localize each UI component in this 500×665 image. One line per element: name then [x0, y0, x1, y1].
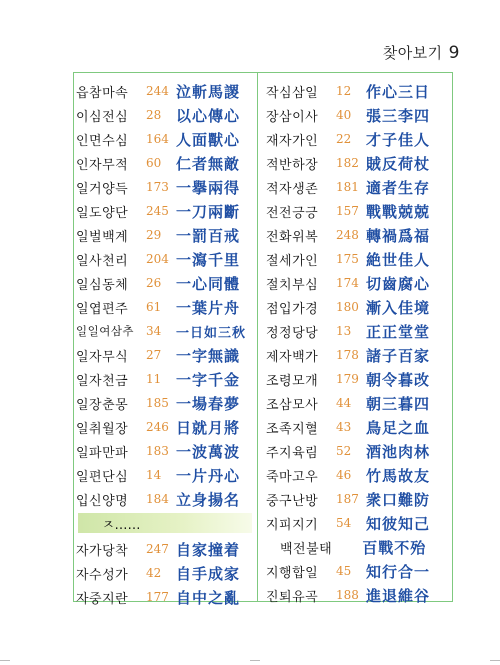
- entry-hanja: 以心傳心: [176, 106, 241, 125]
- index-entry: [76, 439, 254, 463]
- entry-page-number: 26: [146, 276, 162, 290]
- index-entry: [266, 199, 452, 223]
- index-entry: [266, 415, 452, 439]
- entry-page-number: 28: [146, 108, 162, 122]
- entry-korean: 일사천리: [76, 253, 129, 269]
- index-entry: [76, 199, 254, 223]
- index-entry: [266, 511, 452, 535]
- entry-page-number: 44: [336, 396, 352, 410]
- entry-page-number: 14: [146, 468, 162, 482]
- column-divider: [257, 73, 258, 601]
- entry-page-number: 43: [336, 420, 352, 434]
- entry-hanja: 朝令暮改: [366, 370, 431, 389]
- index-entry: [266, 295, 452, 319]
- index-entry: [266, 175, 452, 199]
- entry-hanja: 切齒腐心: [366, 274, 431, 293]
- entry-korean: 입신양명: [76, 493, 129, 509]
- index-entry: [266, 439, 452, 463]
- entry-korean: 일자천금: [76, 373, 129, 389]
- index-entry: [76, 561, 254, 585]
- entry-page-number: 246: [146, 420, 169, 434]
- entry-korean: 일취월장: [76, 421, 129, 437]
- entry-korean: 진퇴유곡: [266, 589, 319, 605]
- entry-page-number: 45: [336, 564, 352, 578]
- entry-korean: 절세가인: [266, 253, 319, 269]
- entry-hanja: 竹馬故友: [366, 466, 431, 485]
- entry-hanja: 才子佳人: [366, 130, 431, 149]
- index-entry: [266, 319, 452, 343]
- index-entry: [76, 391, 254, 415]
- entry-korean: 조족지혈: [266, 421, 319, 437]
- index-entry: [266, 367, 452, 391]
- entry-hanja: 一瀉千里: [176, 250, 241, 269]
- entry-page-number: 22: [336, 132, 352, 146]
- entry-page-number: 185: [146, 396, 169, 410]
- entry-korean: 일엽편주: [76, 301, 129, 317]
- entry-korean: 일파만파: [76, 445, 129, 461]
- entry-korean: 일장춘몽: [76, 397, 129, 413]
- entry-page-number: 12: [336, 84, 352, 98]
- entry-hanja: 自手成家: [176, 564, 241, 583]
- entry-korean: 읍참마속: [76, 85, 129, 101]
- entry-hanja: 一擧兩得: [176, 178, 241, 197]
- entry-korean: 일일여삼추: [76, 324, 135, 338]
- entry-hanja: 一心同體: [176, 274, 241, 293]
- entry-hanja: 一場春夢: [176, 394, 241, 413]
- entry-hanja: 一波萬波: [176, 442, 241, 461]
- entry-hanja: 立身揚名: [176, 490, 241, 509]
- right-column: [266, 79, 452, 607]
- entry-korean: 제자백가: [266, 349, 319, 365]
- entry-korean: 일편단심: [76, 469, 129, 485]
- entry-korean: 인자무적: [76, 157, 129, 173]
- entry-korean: 지행합일: [266, 565, 319, 581]
- entry-korean: 자가당착: [76, 543, 129, 559]
- crop-mark: [250, 660, 260, 661]
- entry-hanja: 知彼知己: [366, 514, 431, 533]
- entry-korean: 적반하장: [266, 157, 319, 173]
- entry-page-number: 178: [336, 348, 359, 362]
- entry-hanja: 自中之亂: [176, 588, 241, 607]
- entry-hanja: 戰戰兢兢: [366, 202, 431, 221]
- entry-korean: 장삼이사: [266, 109, 319, 125]
- index-entry: [76, 343, 254, 367]
- index-entry: [76, 247, 254, 271]
- entry-page-number: 244: [146, 84, 169, 98]
- entry-korean: 주지육림: [266, 445, 319, 461]
- entry-page-number: 40: [336, 108, 352, 122]
- index-entry: [76, 487, 254, 511]
- index-entry: [266, 247, 452, 271]
- index-entry: [76, 127, 254, 151]
- entry-hanja: 泣斬馬謖: [176, 82, 241, 101]
- entry-hanja: 一字千金: [176, 370, 241, 389]
- index-entry: [76, 367, 254, 391]
- entry-korean: 적자생존: [266, 181, 319, 197]
- entry-hanja: 賊反荷杖: [366, 154, 431, 173]
- entry-page-number: 184: [146, 492, 169, 506]
- entry-korean: 일심동체: [76, 277, 129, 293]
- entry-korean: 조삼모사: [266, 397, 319, 413]
- entry-hanja: 酒池肉林: [366, 442, 431, 461]
- entry-hanja: 漸入佳境: [366, 298, 431, 317]
- entry-korean: 인면수심: [76, 133, 129, 149]
- section-letter: ㅈ……: [102, 517, 141, 533]
- entry-page-number: 179: [336, 372, 359, 386]
- idiom-index-box: [73, 72, 453, 607]
- entry-hanja: 人面獸心: [176, 130, 241, 149]
- index-entry: [76, 151, 254, 175]
- entry-hanja: 仁者無敵: [176, 154, 241, 173]
- entry-page-number: 245: [146, 204, 169, 218]
- entry-page-number: 164: [146, 132, 169, 146]
- page-number: 9: [448, 43, 460, 63]
- entry-hanja: 朝三暮四: [366, 394, 431, 413]
- entry-page-number: 174: [336, 276, 359, 290]
- index-entry: [266, 223, 452, 247]
- entry-hanja: 進退維谷: [366, 586, 431, 605]
- index-entry: [76, 79, 254, 103]
- entry-page-number: 60: [146, 156, 162, 170]
- entry-korean: 절치부심: [266, 277, 319, 293]
- index-entry: [76, 537, 254, 561]
- index-entry: [76, 585, 254, 609]
- page-title: 찾아보기: [382, 44, 443, 62]
- entry-page-number: 27: [146, 348, 162, 362]
- entry-korean: 일자무식: [76, 349, 129, 365]
- entry-hanja: 正正堂堂: [366, 322, 431, 341]
- index-entry: [76, 463, 254, 487]
- entry-page-number: 52: [336, 444, 352, 458]
- entry-hanja: 自家撞着: [176, 540, 241, 559]
- entry-hanja: 衆口難防: [366, 490, 431, 509]
- entry-page-number: 180: [336, 300, 359, 314]
- entry-korean: 조령모개: [266, 373, 319, 389]
- index-entry: [266, 103, 452, 127]
- entry-korean: 재자가인: [266, 133, 319, 149]
- index-entry: [266, 151, 452, 175]
- entry-page-number: 157: [336, 204, 359, 218]
- entry-hanja: 一片丹心: [176, 466, 241, 485]
- entry-hanja: 一字無識: [176, 346, 241, 365]
- left-column: [76, 79, 254, 609]
- entry-hanja: 一葉片舟: [176, 298, 241, 317]
- index-entry: [266, 271, 452, 295]
- entry-korean: 죽마고우: [266, 469, 319, 485]
- entry-korean: 일도양단: [76, 205, 129, 221]
- entry-page-number: 175: [336, 252, 359, 266]
- entry-hanja: 一罰百戒: [176, 226, 241, 245]
- index-entry: [76, 175, 254, 199]
- entry-hanja: 知行合一: [366, 562, 431, 581]
- entry-page-number: 187: [336, 492, 359, 506]
- index-entry: [266, 79, 452, 103]
- entry-korean: 이심전심: [76, 109, 129, 125]
- entry-hanja: 一日如三秋: [176, 325, 247, 341]
- page-header: [383, 42, 460, 63]
- entry-page-number: 247: [146, 542, 169, 556]
- section-header-j: [78, 513, 252, 533]
- entry-korean: 지피지기: [266, 517, 319, 533]
- entry-korean: 정정당당: [266, 325, 319, 341]
- entry-hanja: 轉禍爲福: [366, 226, 431, 245]
- index-entry: [76, 271, 254, 295]
- index-entry: [266, 463, 452, 487]
- entry-page-number: 182: [336, 156, 359, 170]
- entry-page-number: 46: [336, 468, 352, 482]
- entry-hanja: 適者生存: [366, 178, 431, 197]
- crop-mark: [0, 660, 10, 661]
- index-entry: [266, 535, 452, 559]
- entry-hanja: 百戰不殆: [362, 538, 427, 557]
- entry-page-number: 61: [146, 300, 162, 314]
- index-entry: [76, 319, 254, 343]
- entry-page-number: 11: [146, 372, 162, 386]
- entry-hanja: 鳥足之血: [366, 418, 431, 437]
- index-entry: [266, 127, 452, 151]
- index-entry: [266, 391, 452, 415]
- entry-page-number: 188: [336, 588, 359, 602]
- entry-hanja: 絶世佳人: [366, 250, 431, 269]
- index-entry: [76, 295, 254, 319]
- entry-page-number: 248: [336, 228, 359, 242]
- entry-korean: 일벌백계: [76, 229, 129, 245]
- index-entry: [76, 103, 254, 127]
- entry-page-number: 204: [146, 252, 169, 266]
- entry-korean: 전전긍긍: [266, 205, 319, 221]
- entry-korean: 자중지란: [76, 591, 129, 607]
- entry-page-number: 54: [336, 516, 352, 530]
- entry-hanja: 日就月將: [176, 418, 241, 437]
- index-entry: [266, 559, 452, 583]
- entry-page-number: 173: [146, 180, 169, 194]
- entry-hanja: 張三李四: [366, 106, 431, 125]
- index-entry: [76, 223, 254, 247]
- entry-page-number: 13: [336, 324, 352, 338]
- entry-page-number: 181: [336, 180, 359, 194]
- entry-korean: 점입가경: [266, 301, 319, 317]
- entry-page-number: 183: [146, 444, 169, 458]
- entry-korean: 자수성가: [76, 567, 129, 583]
- entry-page-number: 177: [146, 590, 169, 604]
- index-entry: [76, 415, 254, 439]
- entry-hanja: 一刀兩斷: [176, 202, 241, 221]
- entry-korean: 작심삼일: [266, 85, 319, 101]
- index-entry: [266, 343, 452, 367]
- entry-page-number: 42: [146, 566, 162, 580]
- entry-korean: 중구난방: [266, 493, 319, 509]
- index-entry: [266, 583, 452, 607]
- entry-hanja: 諸子百家: [366, 346, 431, 365]
- entry-hanja: 作心三日: [366, 82, 431, 101]
- entry-page-number: 34: [146, 324, 162, 338]
- crop-mark: [490, 660, 500, 661]
- index-entry: [266, 487, 452, 511]
- entry-page-number: 29: [146, 228, 162, 242]
- entry-korean: 전화위복: [266, 229, 319, 245]
- entry-korean: 일거양득: [76, 181, 129, 197]
- entry-korean: 백전불태: [280, 541, 333, 557]
